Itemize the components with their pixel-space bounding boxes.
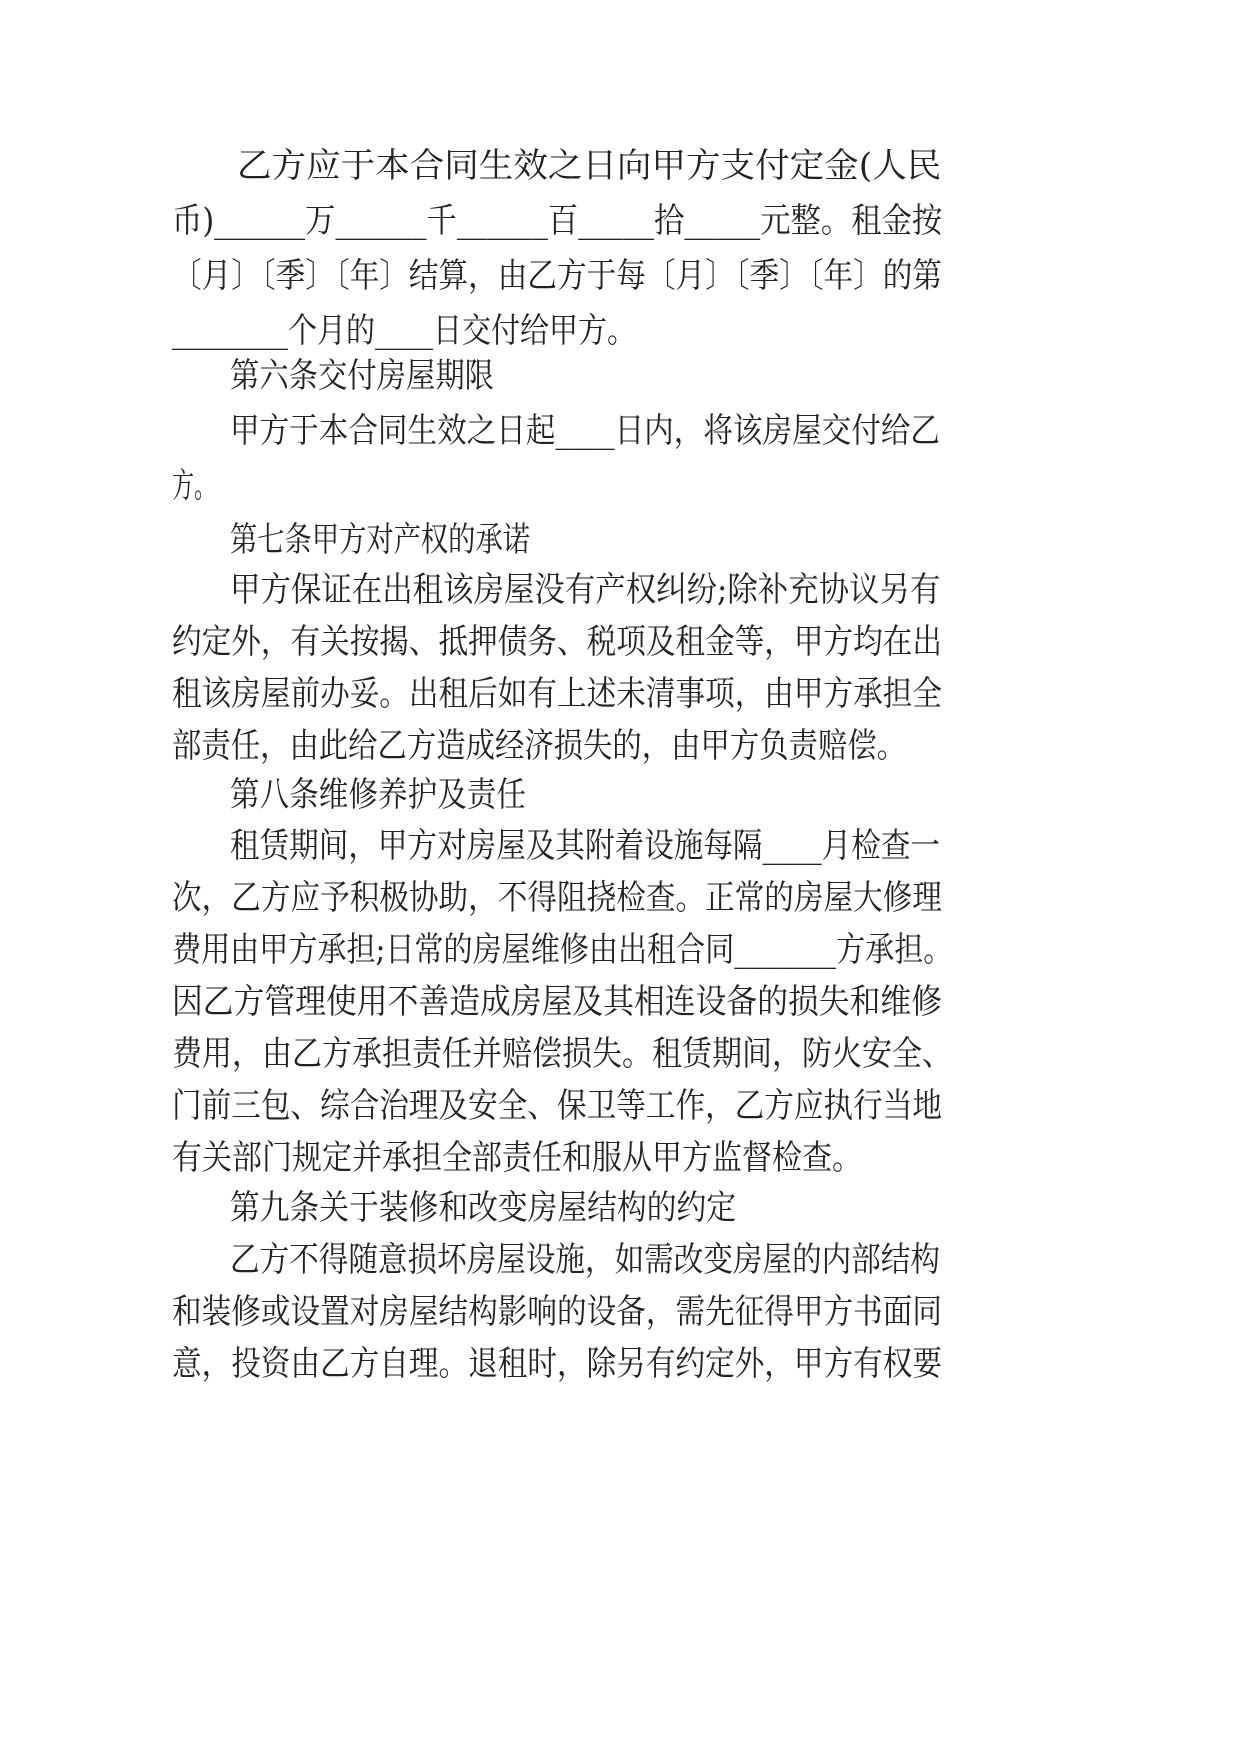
paragraph-line: 意，投资由乙方自理。退租时，除另有约定外，甲方有权要: [172, 1344, 942, 1384]
section-heading: 第七条甲方对产权的承诺: [230, 520, 530, 560]
section-heading: 第八条维修养护及责任: [230, 775, 526, 815]
paragraph-line: 甲方于本合同生效之日起____日内，将该房屋交付给乙: [230, 411, 940, 451]
paragraph-line: 门前三包、综合治理及安全、保卫等工作，乙方应执行当地: [172, 1086, 942, 1126]
paragraph-line: 约定外，有关按揭、抵押债务、税项及租金等，甲方均在出: [172, 622, 942, 662]
paragraph-line: 次，乙方应予积极协助，不得阻挠检查。正常的房屋大修理: [172, 878, 942, 918]
paragraph-line: 费用由甲方承担;日常的房屋维修由出租合同_______方承担。: [172, 930, 953, 970]
paragraph-line: 租赁期间，甲方对房屋及其附着设施每隔____月检查一: [230, 826, 940, 866]
paragraph-line: 租该房屋前办妥。出租后如有上述未清事项，由甲方承担全: [172, 674, 942, 714]
paragraph-line: 有关部门规定并承担全部责任和服从甲方监督检查。: [172, 1138, 862, 1178]
paragraph-line: 和装修或设置对房屋结构影响的设备，需先征得甲方书面同: [172, 1292, 942, 1332]
paragraph-line: 乙方不得随意损坏房屋设施，如需改变房屋的内部结构: [230, 1240, 940, 1280]
paragraph-line: 费用，由乙方承担责任并赔偿损失。租赁期间，防火安全、: [172, 1034, 952, 1074]
paragraph-line: 因乙方管理使用不善造成房屋及其相连设备的损失和维修: [172, 982, 942, 1022]
paragraph-line: 方。: [172, 466, 216, 506]
paragraph-line: 部责任，由此给乙方造成经济损失的，由甲方负责赔偿。: [172, 726, 906, 766]
paragraph-line: 币)______万______千______百_____拾_____元整。租金按: [172, 201, 943, 241]
section-heading: 第九条关于装修和改变房屋结构的约定: [230, 1188, 736, 1228]
paragraph-line: ________个月的____日交付给甲方。: [172, 311, 636, 351]
paragraph-line: 〔月〕〔季〕〔年〕结算，由乙方于每〔月〕〔季〕〔年〕的第: [172, 256, 942, 296]
paragraph-line: 甲方保证在出租该房屋没有产权纠纷;除补充协议另有: [230, 570, 941, 610]
paragraph-line: 乙方应于本合同生效之日向甲方支付定金(人民: [237, 146, 942, 186]
section-heading: 第六条交付房屋期限: [230, 356, 494, 396]
